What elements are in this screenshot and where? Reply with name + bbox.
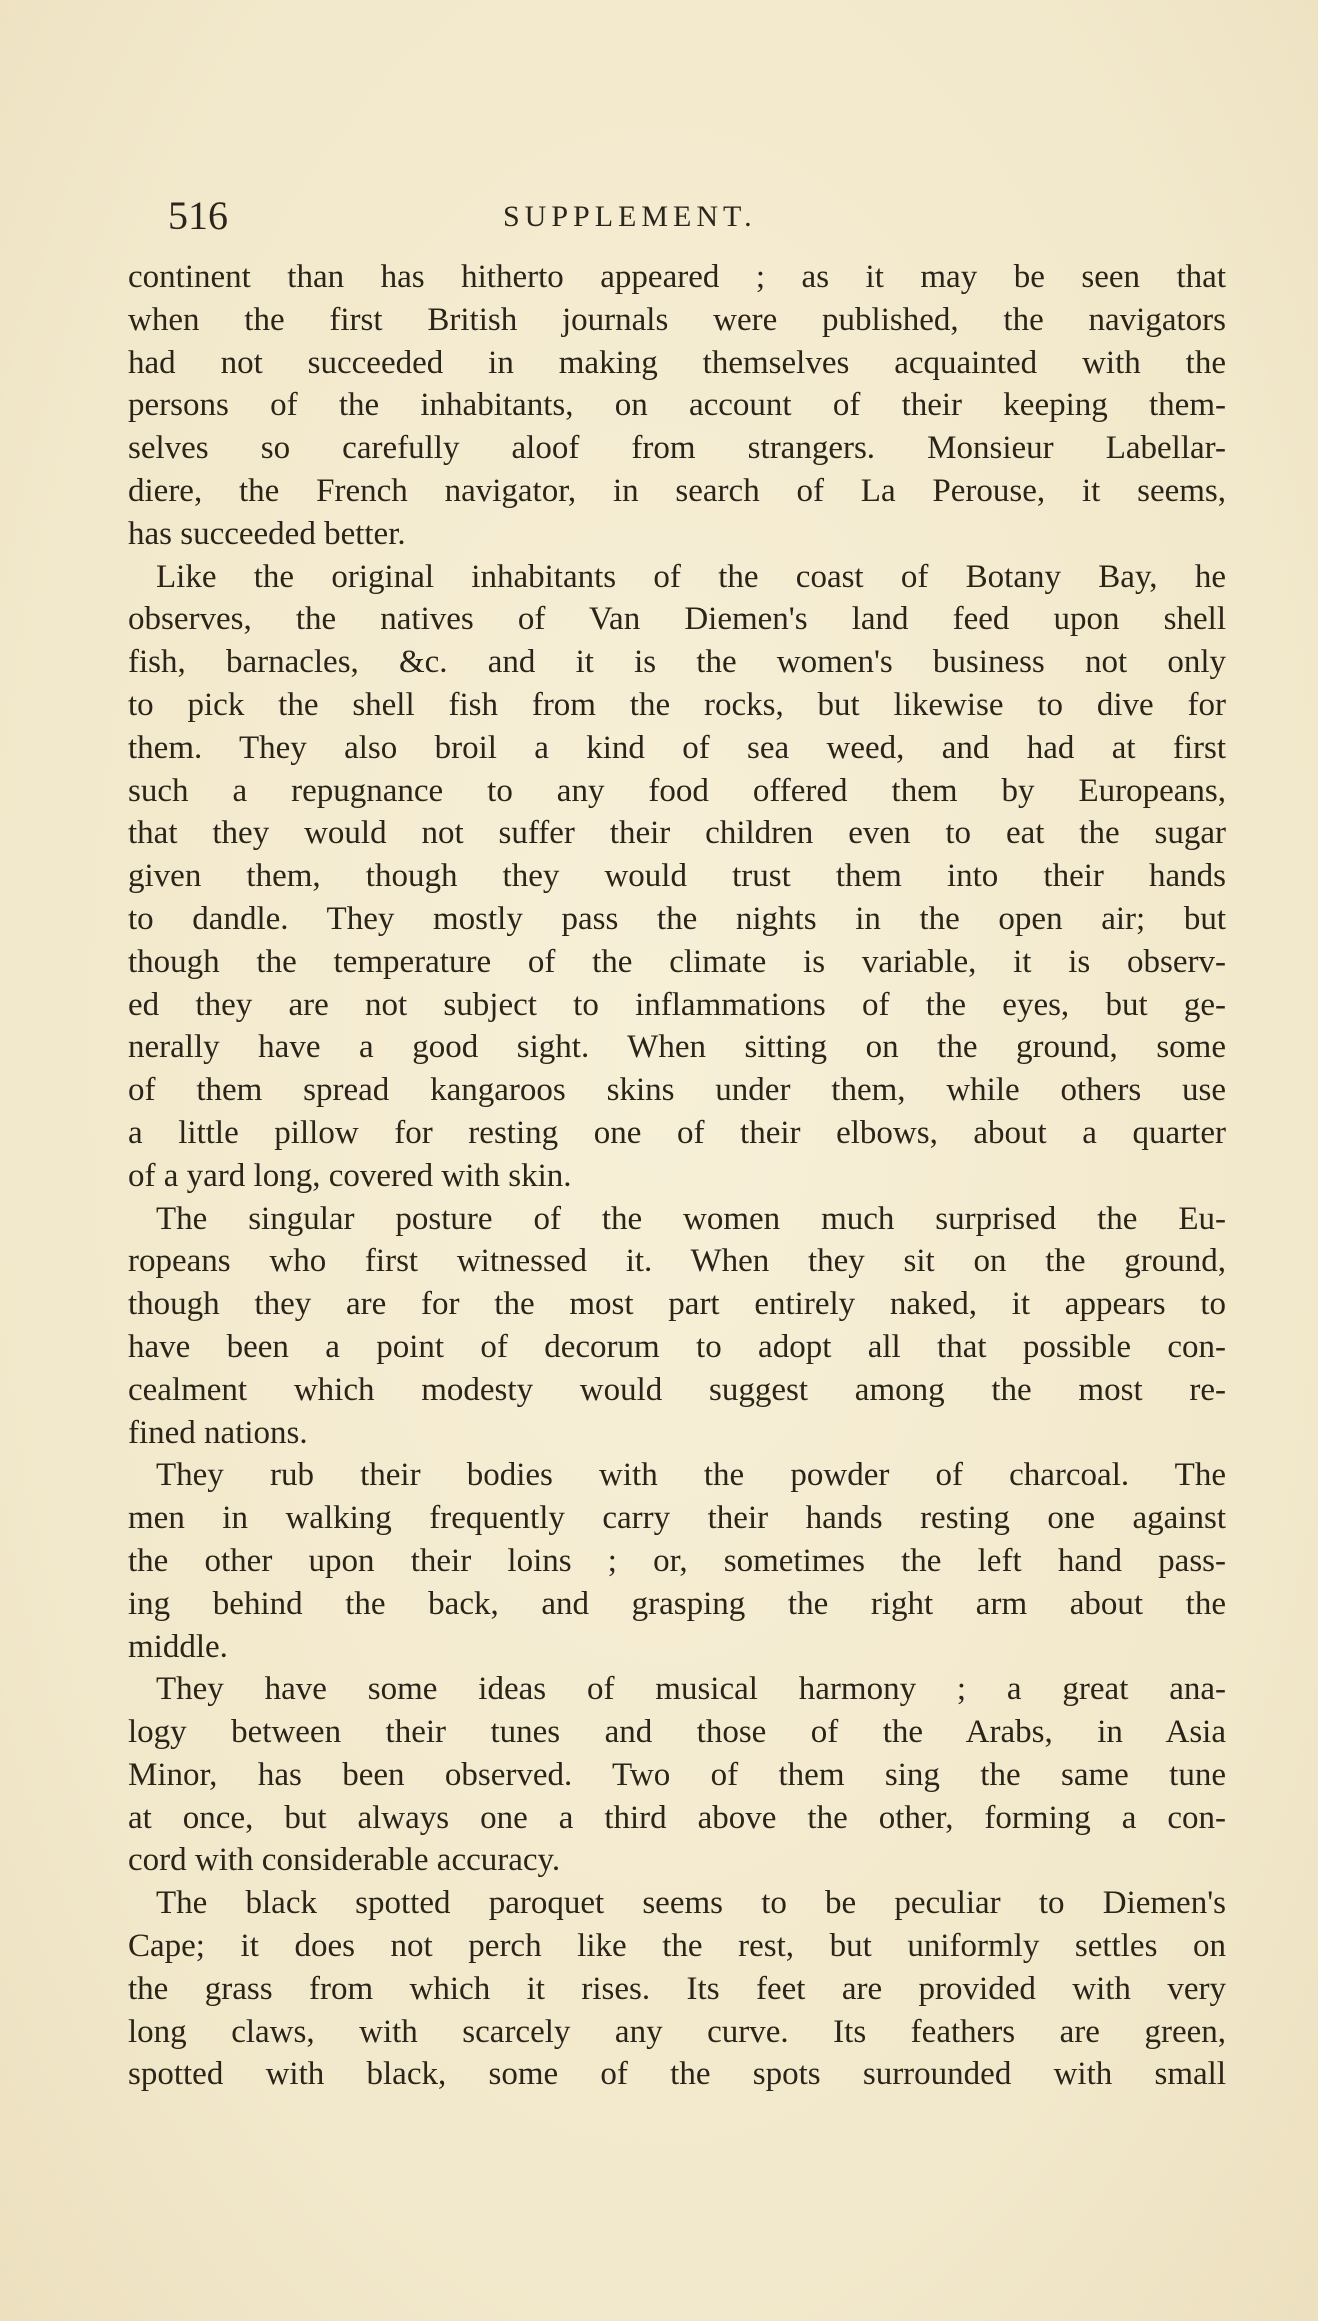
text-line: The black spotted paroquet seems to be peculiar to Diemen's [156, 1885, 1226, 1922]
text-line: ed they are not subject to inflammations of the eyes, but ge- [128, 986, 1226, 1023]
paragraph [128, 1198, 1226, 1455]
page-header [168, 188, 1208, 244]
text-line: such a repugnance to any food offered them by Europeans, [128, 772, 1226, 809]
paragraph [128, 556, 1226, 1198]
text-line: though they are for the most part entirely naked, it appears to [128, 1286, 1226, 1323]
text-line: to pick the shell fish from the rocks, but likewise to dive for [128, 686, 1226, 723]
paragraph [128, 1454, 1226, 1668]
text-line: The singular posture of the women much surprised the Eu- [156, 1200, 1226, 1237]
paragraph [128, 1668, 1226, 1882]
text-line: the other upon their loins ; or, sometimes the left hand pass- [128, 1542, 1226, 1579]
text-line: nerally have a good sight. When sitting on the ground, some [128, 1029, 1226, 1066]
running-head: SUPPLEMENT. [503, 200, 757, 233]
text-line: had not succeeded in making themselves acquainted with the [128, 344, 1226, 381]
text-line: of them spread kangaroos skins under them, while others use [128, 1072, 1226, 1109]
text-line: ropeans who first witnessed it. When they sit on the ground, [128, 1243, 1226, 1280]
text-line: cealment which modesty would suggest among the most re- [128, 1371, 1226, 1408]
text-line: men in walking frequently carry their hands resting one against [128, 1500, 1226, 1537]
text-line: They rub their bodies with the powder of charcoal. The [156, 1457, 1226, 1494]
text-line: given them, though they would trust them into their hands [128, 858, 1226, 895]
text-line: that they would not suffer their children even to eat the sugar [128, 815, 1226, 852]
text-line: at once, but always one a third above the other, forming a con- [128, 1799, 1226, 1836]
text-line: continent than has hitherto appeared ; as it may be seen that [128, 259, 1226, 295]
text-line: though the temperature of the climate is variable, it is observ- [128, 943, 1226, 980]
text-line: selves so carefully aloof from strangers. Monsieur Labellar- [128, 430, 1226, 467]
text-line: They have some ideas of musical harmony ; a great ana- [156, 1671, 1226, 1708]
body-text [128, 256, 1226, 2096]
text-line: diere, the French navigator, in search of La Perouse, it seems, [128, 472, 1226, 509]
text-line: has succeeded better. [128, 515, 406, 552]
paragraph [128, 1882, 1226, 2096]
text-line: ing behind the back, and grasping the right arm about the [128, 1585, 1226, 1622]
text-line: cord with considerable accuracy. [128, 1842, 561, 1879]
text-line: Minor, has been observed. Two of them sing the same tune [128, 1756, 1226, 1793]
text-line: to dandle. They mostly pass the nights in the open air; but [128, 900, 1226, 937]
text-line: long claws, with scarcely any curve. Its feathers are green, [128, 2013, 1226, 2050]
text-line: have been a point of decorum to adopt all that possible con- [128, 1328, 1226, 1365]
text-line: fish, barnacles, &c. and it is the women's business not only [128, 644, 1226, 681]
text-line: Like the original inhabitants of the coast of Botany Bay, he [156, 558, 1226, 595]
text-line: middle. [128, 1628, 228, 1665]
text-line: them. They also broil a kind of sea weed, and had at first [128, 729, 1226, 766]
text-line: observes, the natives of Van Diemen's land feed upon shell [128, 601, 1226, 638]
text-line: a little pillow for resting one of their elbows, about a quarter [128, 1114, 1226, 1151]
paragraph [128, 256, 1226, 556]
text-line: Cape; it does not perch like the rest, but uniformly settles on [128, 1928, 1226, 1965]
text-line: spotted with black, some of the spots surrounded with small [128, 2056, 1226, 2093]
page-number: 516 [168, 193, 228, 238]
text-line: persons of the inhabitants, on account of their keeping them- [128, 387, 1226, 424]
text-line: logy between their tunes and those of the Arabs, in Asia [128, 1714, 1226, 1751]
text-line: when the first British journals were published, the navigators [128, 301, 1226, 338]
text-line: the grass from which it rises. Its feet are provided with very [128, 1970, 1226, 2007]
text-line: fined nations. [128, 1414, 308, 1451]
text-line: of a yard long, covered with skin. [128, 1157, 572, 1194]
